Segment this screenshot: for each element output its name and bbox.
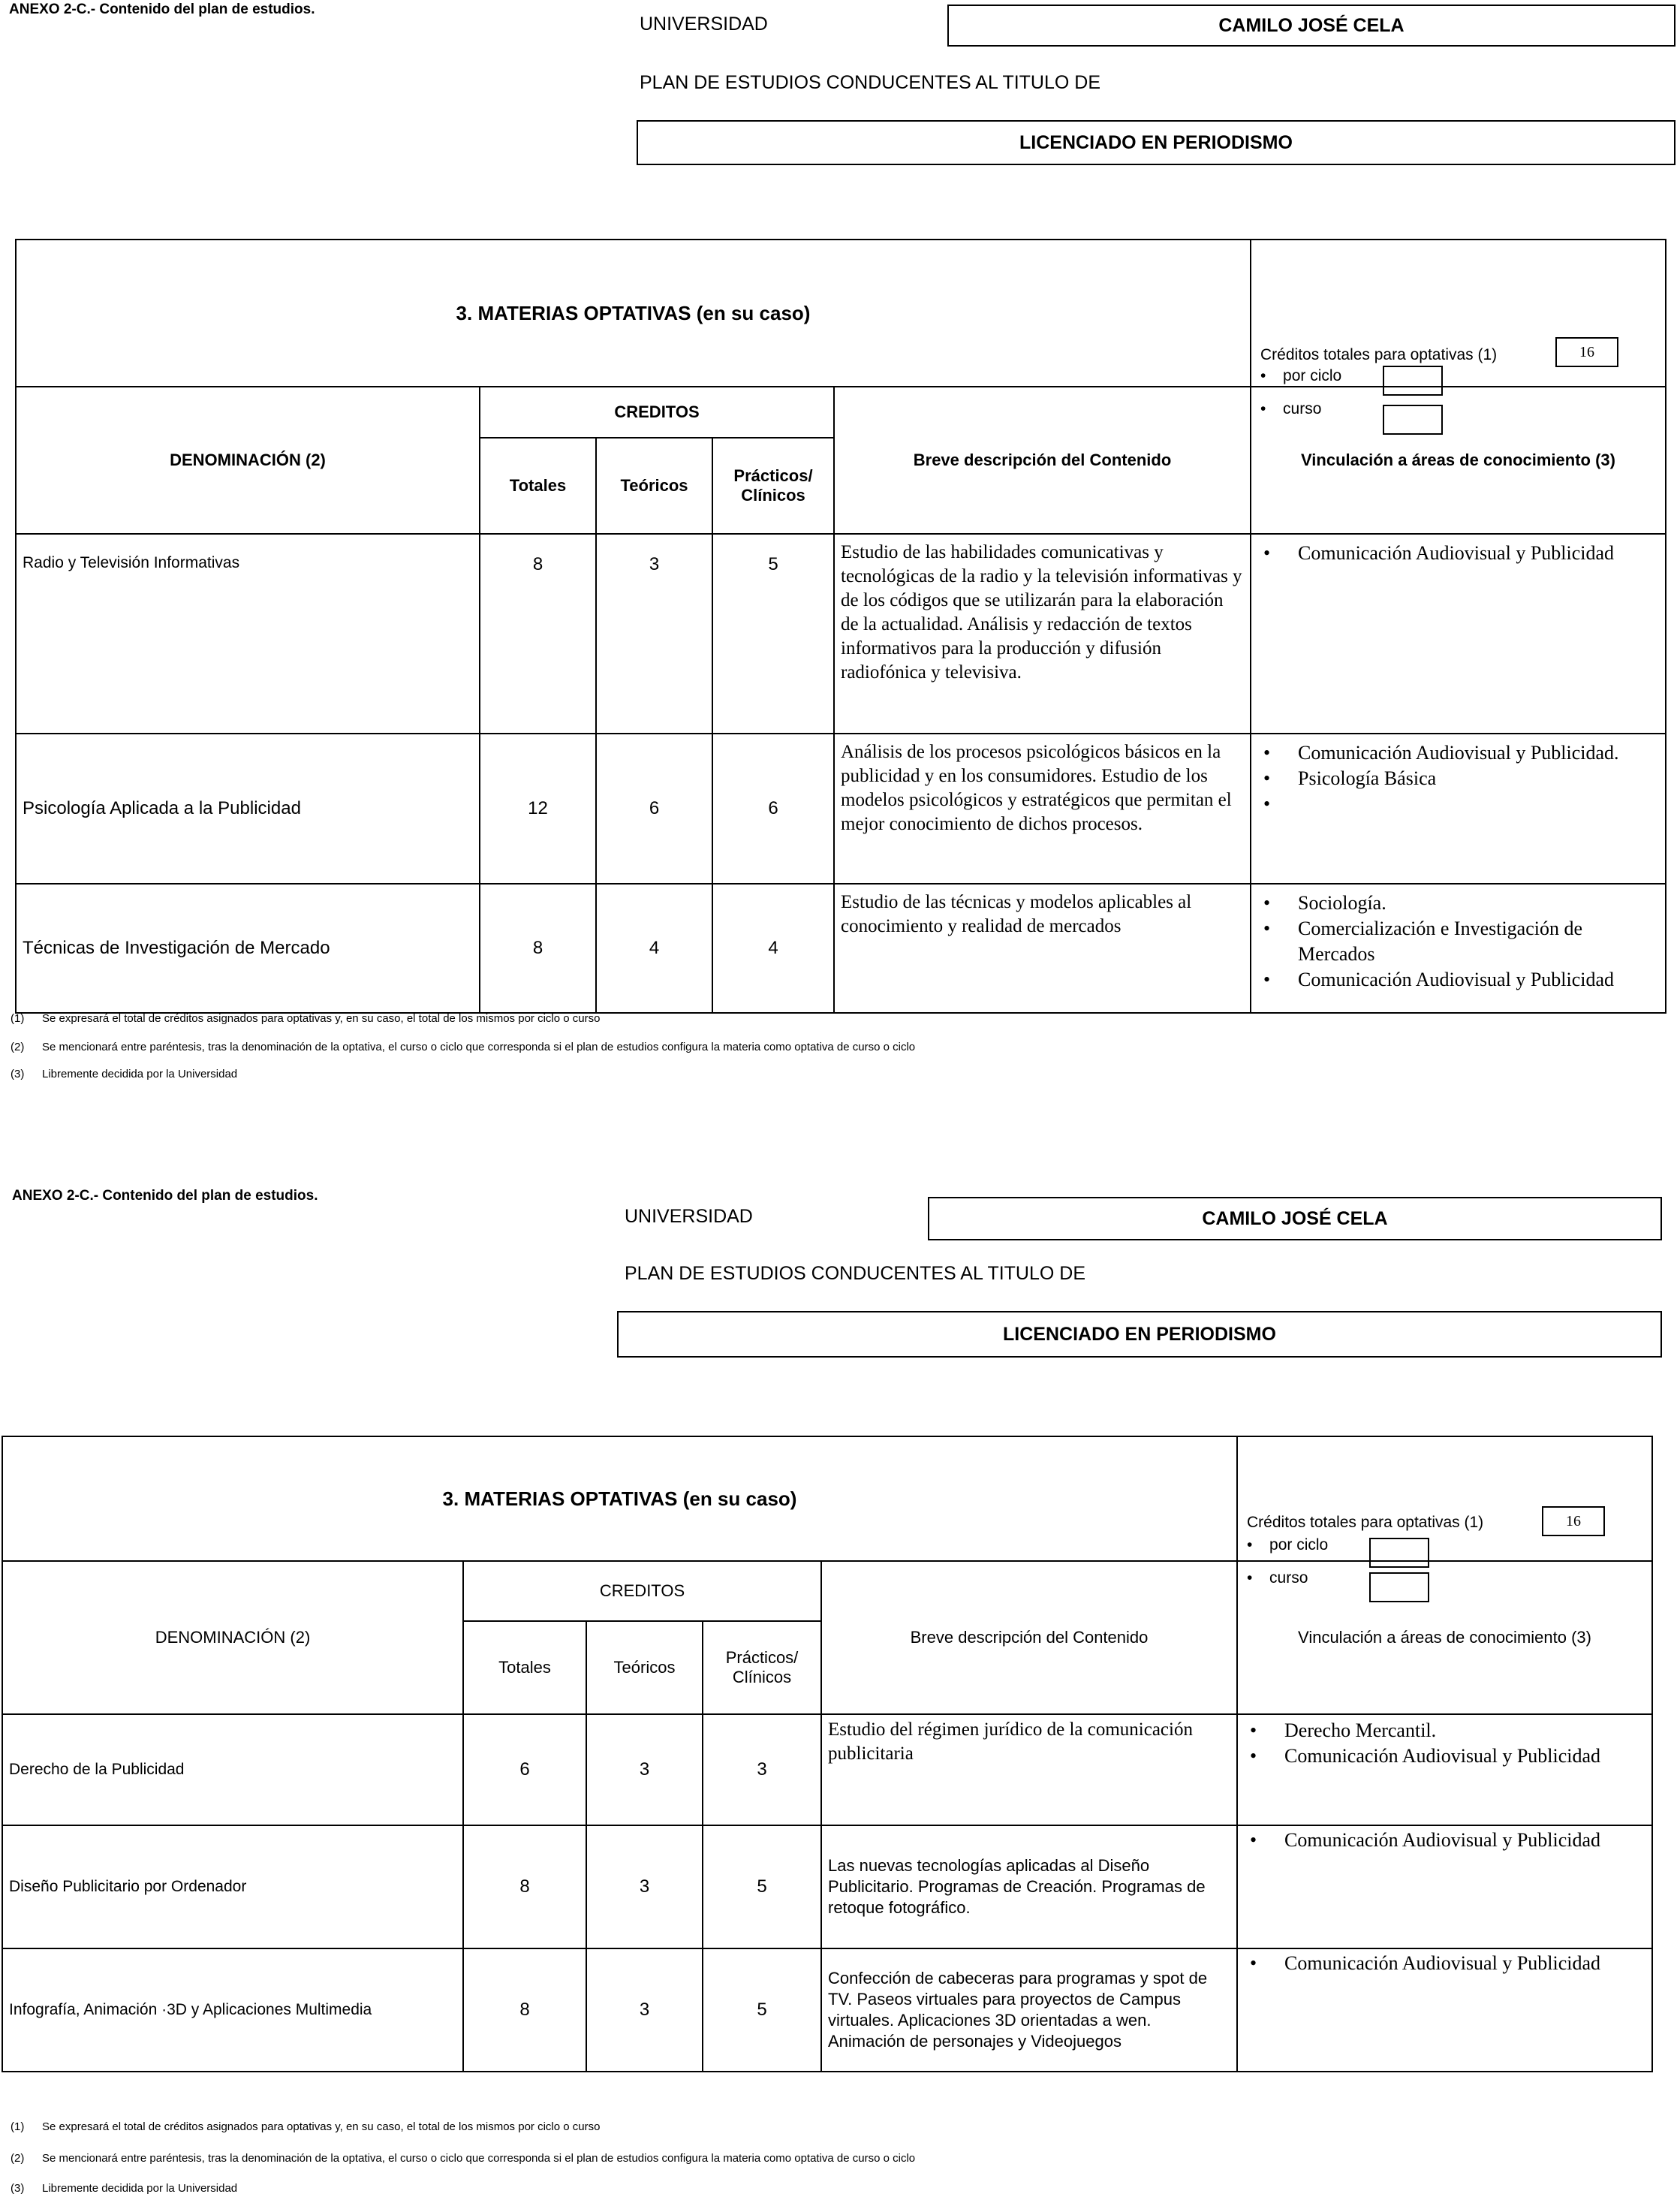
subject-areas (1251, 884, 1666, 1013)
header-credits: CREDITOS (463, 1561, 821, 1621)
course-item: • curso (1260, 400, 1322, 417)
subject-description: Estudio de las habilidades comunicativas y tecnológicas de la radio y la televisión informativas y de los códigos que se utilizarán para la elaboración de la actualidad. Análisis y redacción de textos informativos para la producción y difusión radiofónica y televisiva. (834, 534, 1251, 734)
area-item: • Comunicación Audiovisual y Publicidad. (1259, 740, 1660, 766)
table-row (16, 534, 1666, 734)
area-item: • Comunicación Audiovisual y Publicidad (1259, 967, 1660, 993)
course-item: • curso (1247, 1569, 1308, 1587)
course-label: curso (1283, 400, 1322, 417)
footnote: (2) Se mencionará entre paréntesis, tras la denominación de la optativa, el curso o ciclo que corresponda si el plan de estudios configura la materia como optativa de curso o ciclo (11, 2152, 916, 2165)
table-row (16, 884, 1666, 1013)
header-practical-line1: Prácticos/ (733, 466, 813, 485)
area-item: • Comunicación Audiovisual y Publicidad (1245, 1951, 1647, 1976)
degree-box: LICENCIADO EN PERIODISMO (617, 1311, 1662, 1358)
credits-totals: 6 (463, 1714, 586, 1825)
university-name-box: CAMILO JOSÉ CELA (928, 1197, 1662, 1240)
credits-totals: 8 (463, 1825, 586, 1948)
subject-description: Confección de cabeceras para programas y spot de TV. Paseos virtuales para proyectos de Campus virtuales. Aplicaciones 3D orientadas a wen. Animación de personajes y Videojuegos (821, 1948, 1237, 2072)
subject-name: Psicología Aplicada a la Publicidad (16, 734, 480, 884)
footnote: (1) Se expresará el total de créditos asignados para optativas y, en su caso, el total de los mismos por ciclo o curso (11, 1012, 601, 1025)
header-credits: CREDITOS (480, 387, 834, 438)
credits-practical: 6 (712, 734, 834, 884)
header-practical-line2: Clínicos (732, 1668, 792, 1686)
credits-theory: 6 (596, 734, 712, 884)
subject-description: Las nuevas tecnologías aplicadas al Diseño Publicitario. Programas de Creación. Programas de retoque fotográfico. (821, 1825, 1237, 1948)
credits-totals: 8 (463, 1948, 586, 2072)
header-denomination: DENOMINACIÓN (2) (16, 387, 480, 534)
area-item: • Comercialización e Investigación de Mercados (1259, 916, 1660, 967)
credits-totals: 12 (480, 734, 596, 884)
header-description: Breve descripción del Contenido (821, 1561, 1237, 1714)
area-item: • Comunicación Audiovisual y Publicidad (1245, 1828, 1647, 1853)
credits-theory: 3 (586, 1948, 703, 2072)
per-cycle-label: por ciclo (1283, 367, 1342, 384)
area-item: • Psicología Básica (1259, 766, 1660, 791)
credits-theory: 3 (596, 534, 712, 734)
footnote: (2) Se mencionará entre paréntesis, tras la denominación de la optativa, el curso o ciclo que corresponda si el plan de estudios configura la materia como optativa de curso o ciclo (11, 1041, 916, 1053)
header-areas: Vinculación a áreas de conocimiento (3) (1237, 1561, 1652, 1714)
header-theory: Teóricos (596, 438, 712, 534)
per-cycle-item: • por ciclo (1247, 1536, 1329, 1554)
optional-subjects-table (2, 1436, 1653, 2072)
university-label: UNIVERSIDAD (640, 14, 768, 35)
per-cycle-item: • por ciclo (1260, 367, 1342, 384)
subject-areas (1251, 734, 1666, 884)
header-theory: Teóricos (586, 1621, 703, 1714)
credits-totals: 8 (480, 534, 596, 734)
credits-practical: 3 (703, 1714, 821, 1825)
section-title: 3. MATERIAS OPTATIVAS (en su caso) (16, 240, 1251, 387)
area-item: • Comunicación Audiovisual y Publicidad (1259, 541, 1660, 566)
credits-theory: 4 (596, 884, 712, 1013)
header-practical-line1: Prácticos/ (725, 1648, 799, 1667)
header-practical (703, 1621, 821, 1714)
subject-areas (1251, 534, 1666, 734)
footnote: (3) Libremente decidida por la Universidad (11, 2182, 238, 2195)
credits-totals: 8 (480, 884, 596, 1013)
header-description: Breve descripción del Contenido (834, 387, 1251, 534)
header-totals: Totales (480, 438, 596, 534)
annex-title: ANEXO 2-C.- Contenido del plan de estudios. (12, 1188, 318, 1204)
course-box[interactable] (1383, 405, 1443, 435)
table-row (2, 1948, 1652, 2072)
header-denomination: DENOMINACIÓN (2) (2, 1561, 463, 1714)
university-label: UNIVERSIDAD (625, 1206, 753, 1227)
subject-description: Análisis de los procesos psicológicos básicos en la publicidad y en los consumidores. Estudio de los modelos psicológicos y estratégicos que permitan el mejor conocimiento de dichos procesos. (834, 734, 1251, 884)
footnote: (3) Libremente decidida por la Universidad (11, 1068, 238, 1080)
header-practical-line2: Clínicos (741, 486, 805, 505)
table-row (2, 1714, 1652, 1825)
credits-theory: 3 (586, 1714, 703, 1825)
header-totals: Totales (463, 1621, 586, 1714)
area-item: • Comunicación Audiovisual y Publicidad (1245, 1743, 1647, 1769)
credits-total-value: 16 (1542, 1506, 1605, 1536)
area-item (1259, 791, 1660, 817)
subject-name: Derecho de la Publicidad (2, 1714, 463, 1825)
credits-practical: 5 (703, 1825, 821, 1948)
course-label: curso (1269, 1569, 1308, 1587)
credits-total-label: Créditos totales para optativas (1) (1260, 346, 1498, 363)
section-title: 3. MATERIAS OPTATIVAS (en su caso) (2, 1436, 1237, 1561)
course-box[interactable] (1369, 1572, 1429, 1602)
degree-box: LICENCIADO EN PERIODISMO (637, 120, 1675, 165)
subject-name: Radio y Televisión Informativas (16, 534, 480, 734)
area-item: • Derecho Mercantil. (1245, 1718, 1647, 1743)
subject-description: Estudio de las técnicas y modelos aplicables al conocimiento y realidad de mercados (834, 884, 1251, 1013)
plan-section-2 (0, 1171, 1680, 2203)
header-practical (712, 438, 834, 534)
table-row (16, 734, 1666, 884)
university-name-box: CAMILO JOSÉ CELA (947, 5, 1675, 47)
plan-label: PLAN DE ESTUDIOS CONDUCENTES AL TITULO DE (625, 1263, 1086, 1284)
area-item: • Sociología. (1259, 891, 1660, 916)
credits-total-label: Créditos totales para optativas (1) (1247, 1514, 1484, 1531)
subject-areas (1237, 1714, 1652, 1825)
table-row (2, 1825, 1652, 1948)
annex-title: ANEXO 2-C.- Contenido del plan de estudios. (9, 2, 315, 17)
optional-subjects-table (15, 239, 1666, 1014)
per-cycle-box[interactable] (1383, 366, 1443, 396)
header-areas: Vinculación a áreas de conocimiento (3) (1251, 387, 1666, 534)
credits-practical: 5 (703, 1948, 821, 2072)
subject-name: Infografía, Animación ·3D y Aplicaciones Multimedia (2, 1948, 463, 2072)
subject-name: Diseño Publicitario por Ordenador (2, 1825, 463, 1948)
credits-summary (1237, 1436, 1652, 1587)
footnote: (1) Se expresará el total de créditos asignados para optativas y, en su caso, el total de los mismos por ciclo o curso (11, 2120, 601, 2133)
subject-description: Estudio del régimen jurídico de la comunicación publicitaria (821, 1714, 1237, 1825)
credits-total-value: 16 (1555, 337, 1618, 367)
credits-theory: 3 (586, 1825, 703, 1948)
subject-areas (1237, 1825, 1652, 1948)
credits-practical: 5 (712, 534, 834, 734)
credits-practical: 4 (712, 884, 834, 1013)
per-cycle-label: por ciclo (1269, 1536, 1329, 1554)
subject-name: Técnicas de Investigación de Mercado (16, 884, 480, 1013)
per-cycle-box[interactable] (1369, 1538, 1429, 1568)
plan-label: PLAN DE ESTUDIOS CONDUCENTES AL TITULO DE (640, 72, 1101, 93)
credits-summary (1251, 240, 1666, 417)
subject-areas (1237, 1948, 1652, 2072)
